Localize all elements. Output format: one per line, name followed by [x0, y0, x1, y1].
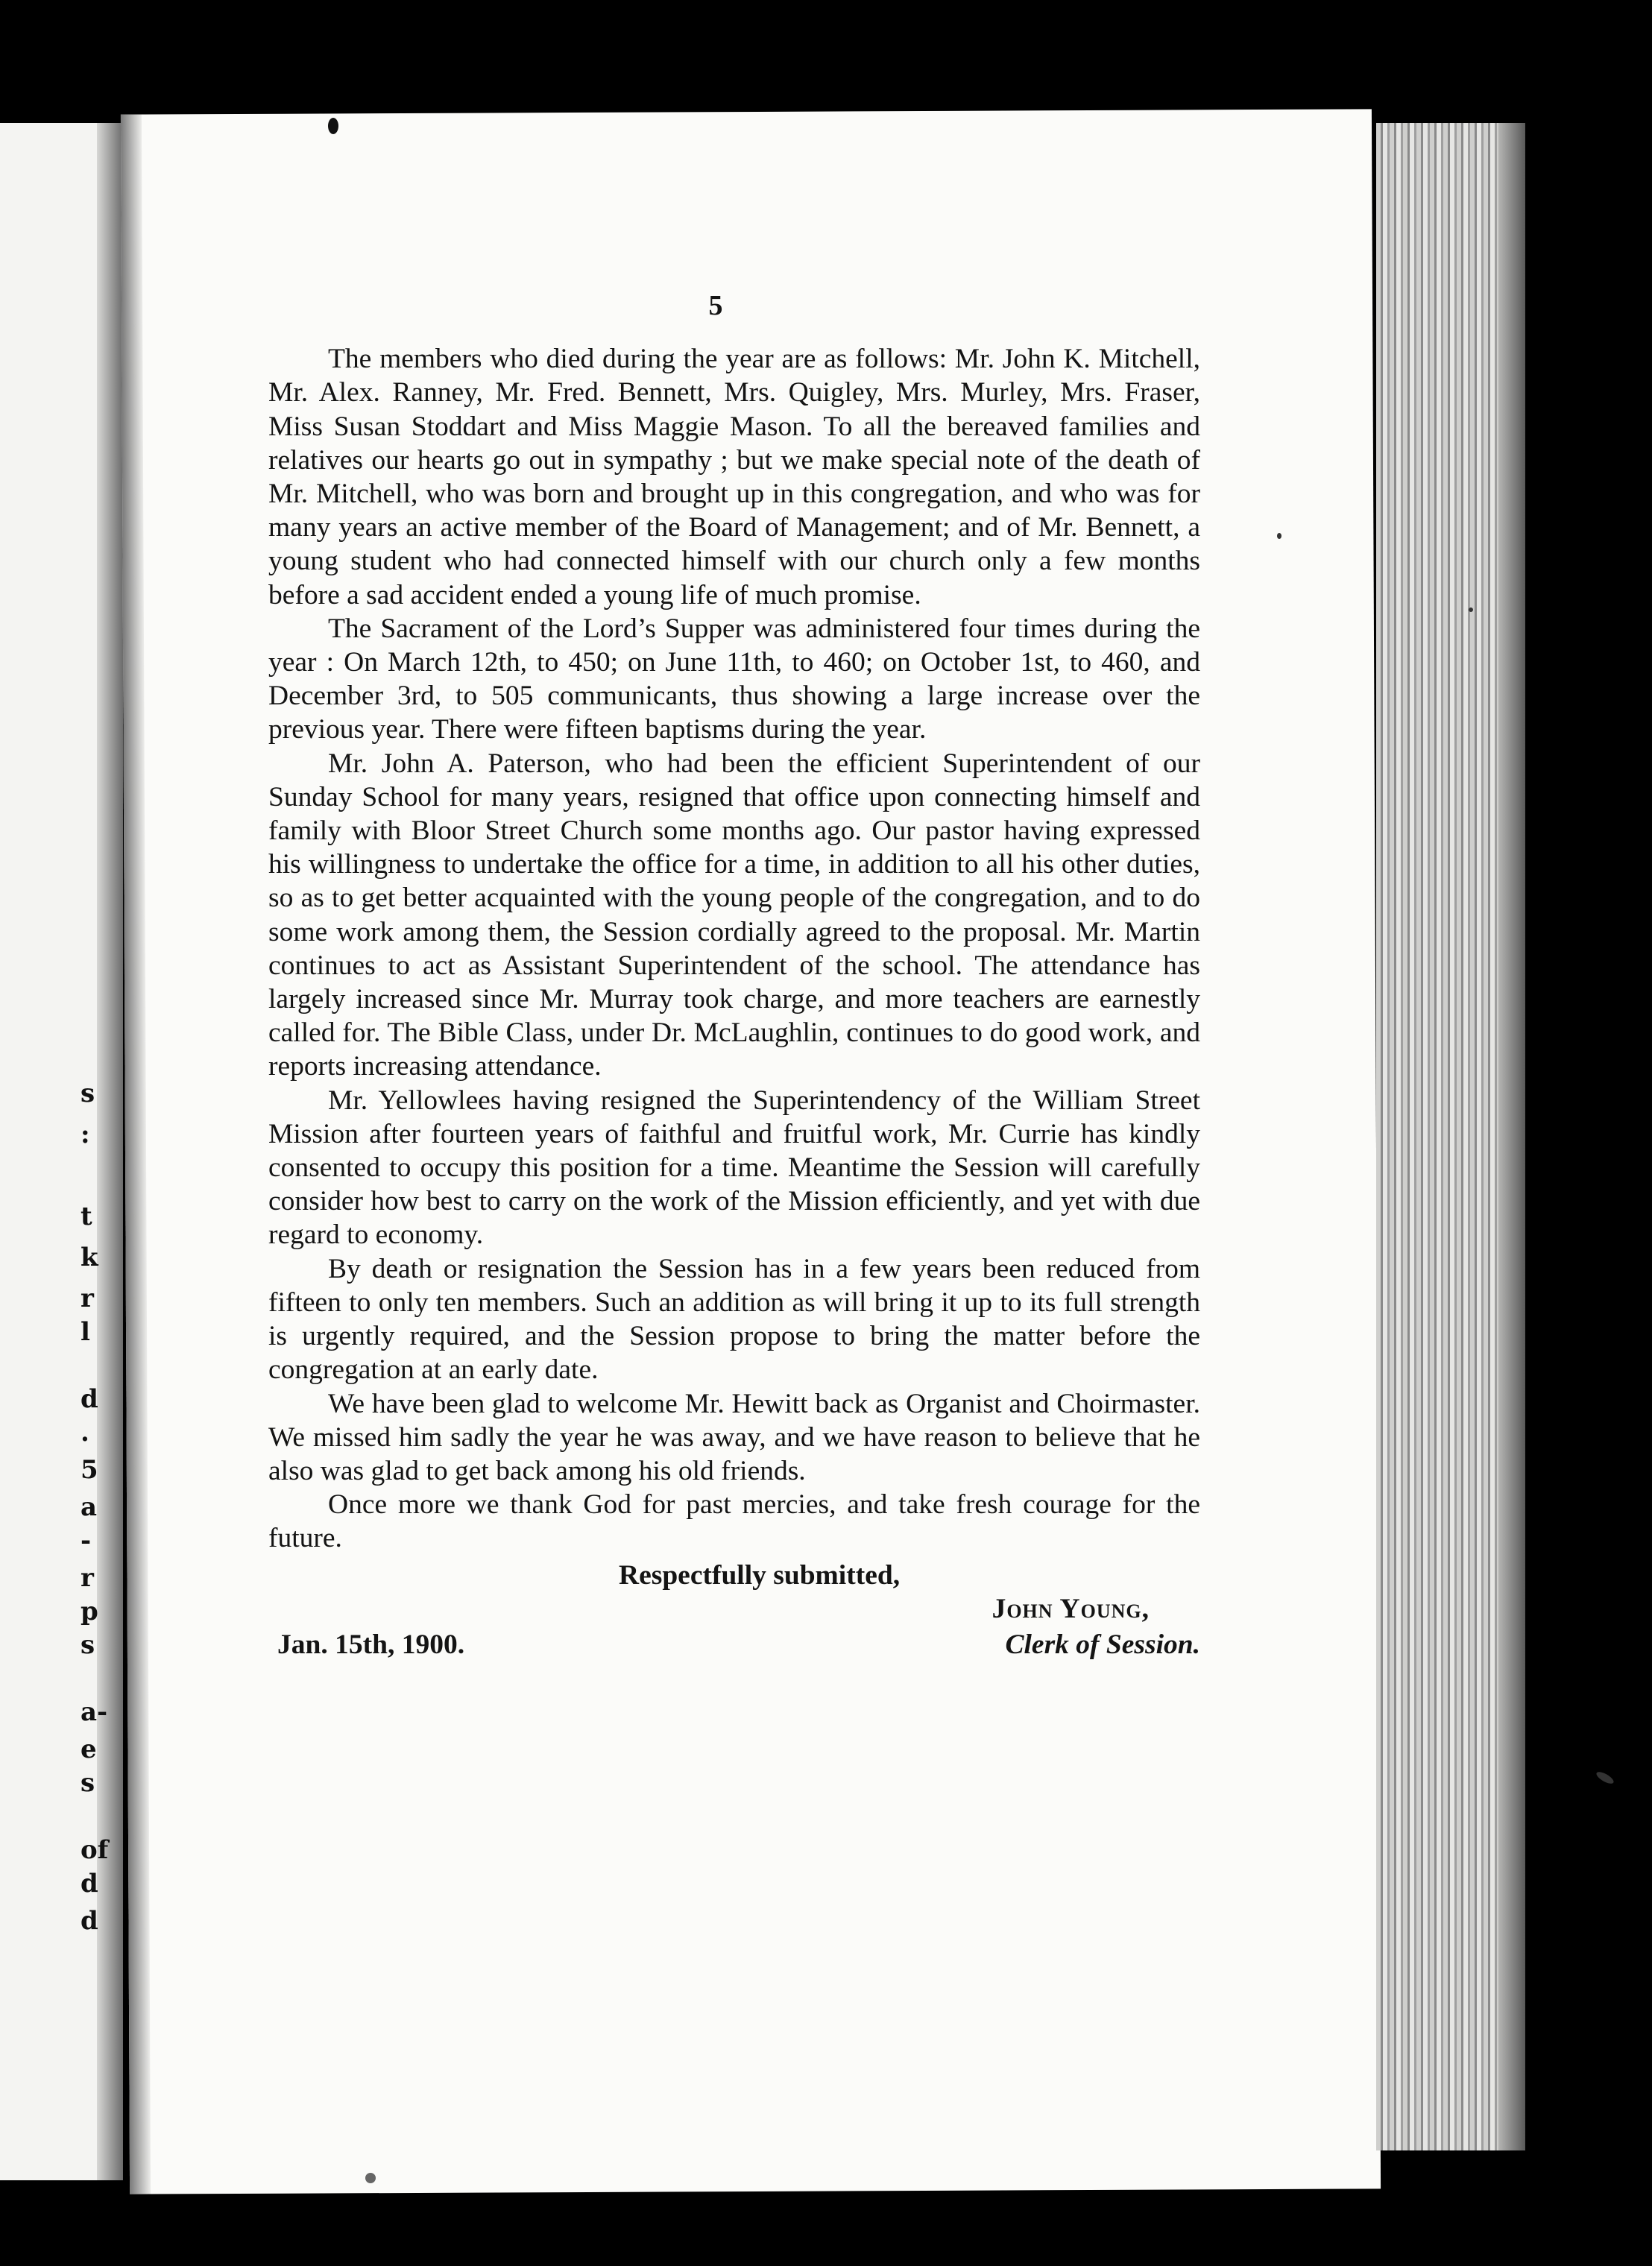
facing-page-edge-text: l [81, 1317, 90, 1347]
facing-page-edge-text: . [81, 1418, 89, 1448]
facing-page-edge-text: - [81, 1526, 92, 1556]
paragraph-organist: We have been glad to welcome Mr. Hewitt back as Organist and Choirmaster. We missed him sadly the year he was away, and we have reason to believe that he also was glad to get back among his old friends. [268, 1388, 1200, 1486]
facing-page-edge-text: e [81, 1735, 97, 1764]
closing-line: Respectfully submitted, [619, 1559, 901, 1591]
facing-page-edge-text: a [81, 1492, 98, 1522]
page-text [268, 289, 1200, 1659]
report-date: Jan. 15th, 1900. [277, 1629, 465, 1660]
signature-row [268, 1592, 1200, 1659]
facing-page-edge-text: s [81, 1768, 95, 1798]
facing-page-edge-text: a- [81, 1697, 108, 1727]
facing-page-edge-text: of [81, 1835, 109, 1865]
facing-page-gutter-shadow [97, 123, 123, 2180]
facing-page-edge-text: t [81, 1202, 92, 1231]
signer-name: John Young, [991, 1593, 1150, 1624]
facing-page-edge-text: 5 [81, 1455, 98, 1485]
binding-mark [328, 118, 338, 134]
signer-title: Clerk of Session. [1005, 1629, 1200, 1660]
paragraph-sunday-school: Mr. John A. Paterson, who had been the efficient Superintendent of our Sunday School for many years, resigned that office upon connecting himself and family with Bloor Street Church some months ago. Our pastor having expressed his willingness to undertake the office for a time, in addition to all his other duties, so as to get better acquainted with the young people of the congregation, and to do some work among them, the Session cordially agreed to the proposal. Mr. Martin continues to act as Assistant Superintendent of the school. The attendance has largely increased since Mr. Murray took charge, and more teachers are earnestly called for. The Bible Class, under Dr. McLaughlin, continues to do good work, and reports increasing attendance. [268, 748, 1200, 1082]
facing-page-edge-text: p [81, 1597, 98, 1626]
facing-page-edge-text: s [81, 1079, 95, 1108]
page-stack-shadow [1498, 123, 1525, 2150]
paragraph-william-street-mission: Mr. Yellowlees having resigned the Superintendency of the William Street Mission after fourteen years of faithful and fruitful work, Mr. Currie has kindly consented to occupy this position for a time. Meantime the Session will carefully consider how best to carry on the work of the Mission efficiently, and yet with due regard to economy. [268, 1085, 1200, 1251]
scan-speck [1595, 1770, 1615, 1786]
facing-page [0, 123, 123, 2180]
paragraph-sacrament: The Sacrament of the Lord’s Supper was administered four times during the year : On March 12th, to 450; on June 11th, to 460; on October 1st, to 460, and December 3rd, to 505 communicants, thus showing a large increase over the previous year. There were fifteen baptisms during the year. [268, 613, 1200, 745]
facing-page-edge-text: r [81, 1284, 94, 1313]
paragraph-session-members: By death or resignation the Session has in a few years been reduced from fifteen to only ten members. Such an addition as will bring it up to its full strength is urgently required, and the Session propose to bring the matter before the congregation at an early date. [268, 1253, 1200, 1386]
facing-page-edge-text: k [81, 1243, 98, 1272]
signature-block [268, 1559, 1200, 1659]
facing-page-edge-text: : [81, 1120, 90, 1149]
page-number: 5 [708, 290, 723, 321]
paragraph-deceased-members: The members who died during the year are as follows: Mr. John K. Mitchell, Mr. Alex. Ranney, Mr. Fred. Bennett, Mrs. Quigley, Mrs. Murley, Mrs. Fraser, Miss Susan Stoddart and Miss Maggie Mason. To all the bereaved families and relatives our hearts go out in sympathy ; but we make special note of the death of Mr. Mitchell, who was born and brought up in this congregation, and who was for many years an active member of the Board of Management; and of Mr. Bennett, a young student who had connected himself with our church only a few months before a sad accident ended a young life of much promise. [268, 344, 1200, 610]
scan-speck [1277, 533, 1281, 539]
scan-speck [365, 2173, 376, 2183]
facing-page-edge-text: r [81, 1563, 94, 1593]
page-gutter-shadow [121, 115, 151, 2194]
facing-page-edge-text: d [81, 1384, 98, 1414]
paragraph-closing-thanks: Once more we thank God for past mercies, and take fresh courage for the future. [268, 1489, 1200, 1554]
facing-page-edge-text: d [81, 1869, 98, 1899]
facing-page-edge-text: s [81, 1630, 95, 1660]
facing-page-edge-text: d [81, 1906, 98, 1936]
scan-speck [1469, 607, 1473, 612]
